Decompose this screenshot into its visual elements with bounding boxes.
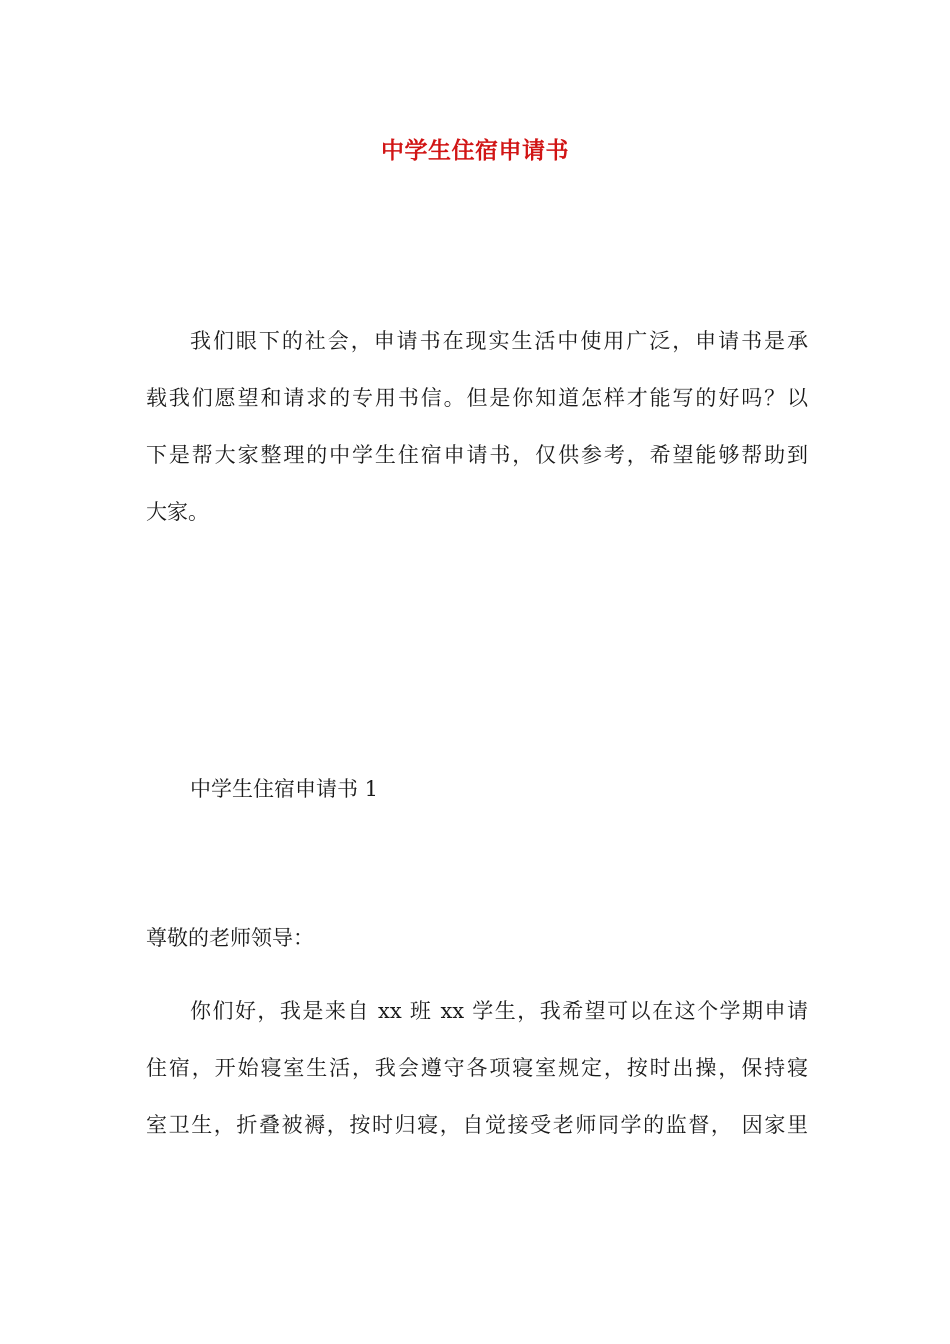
body-line: 室卫生，折叠被褥，按时归寝，自觉接受老师同学的监督， 因家里: [146, 1113, 808, 1137]
intro-line: 载我们愿望和请求的专用书信。但是你知道怎样才能写的好吗？以: [146, 386, 808, 410]
intro-line: 大家。: [146, 500, 209, 524]
body-paragraph: [146, 983, 808, 1154]
intro-line: 我们眼下的社会，申请书在现实生活中使用广泛，申请书是承: [190, 329, 808, 353]
document-title: 中学生住宿申请书: [381, 138, 569, 164]
intro-line: 下是帮大家整理的中学生住宿申请书，仅供参考，希望能够帮助到: [146, 443, 808, 467]
body-line: 你们好，我是来自 xx 班 xx 学生，我希望可以在这个学期申请: [190, 999, 808, 1023]
section-heading: 中学生住宿申请书 1: [190, 777, 379, 801]
salutation: 尊敬的老师领导：: [146, 926, 314, 950]
intro-paragraph: [146, 313, 808, 541]
body-line: 住宿，开始寝室生活，我会遵守各项寝室规定，按时出操，保持寝: [146, 1056, 808, 1080]
